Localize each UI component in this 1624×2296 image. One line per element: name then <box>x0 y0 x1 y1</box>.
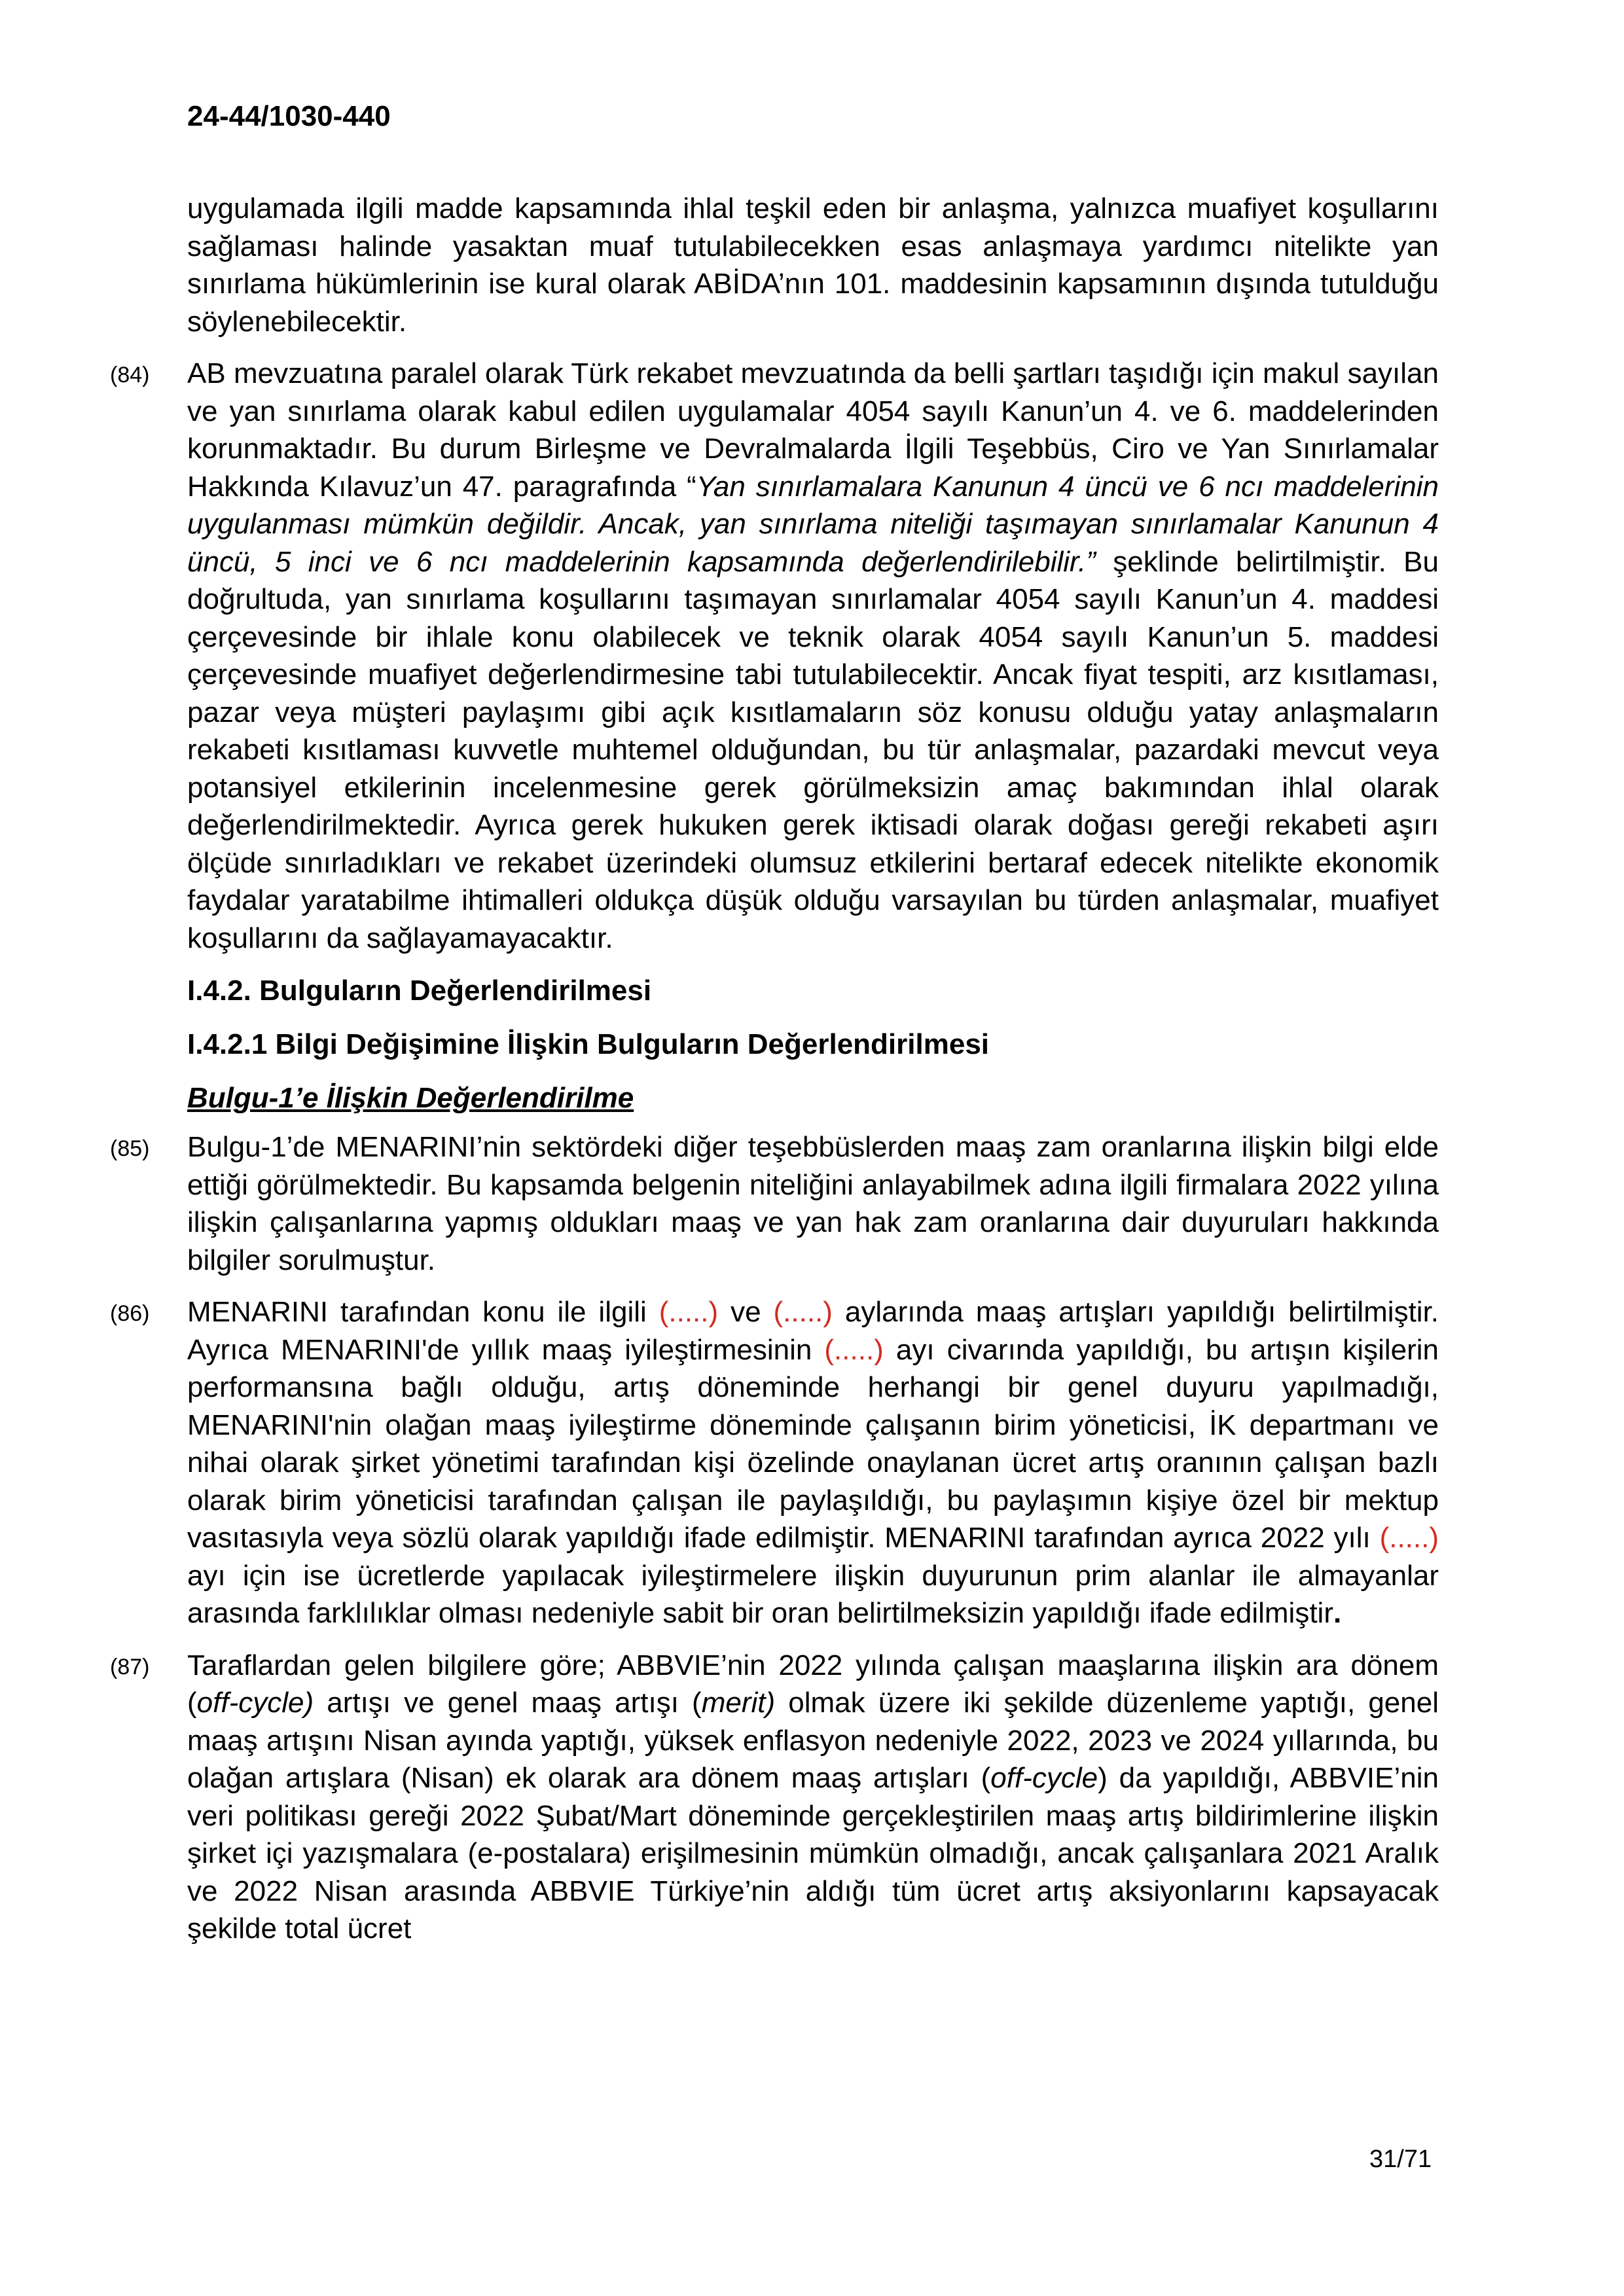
paragraph-continued <box>187 190 1439 340</box>
paragraph-84 <box>110 355 1439 957</box>
paragraph-85 <box>110 1128 1439 1279</box>
paragraph-text: Taraflardan gelen bilgilere göre; ABBVIE’nin 2022 yılında çalışan maaşlarına ilişkin ara dönem ( <box>187 1649 1439 1719</box>
italic-term: off-cycle) <box>196 1687 314 1719</box>
paragraph-text: olmak üzere iki şekilde düzenleme yaptığı, genel maaş artışını Nisan ayında yaptığı, yüksek enflasyon nedeniyle 2022, 2023 ve 2024 yıllarında, bu olağan artışlara (Nisan) ek olarak ara dönem maaş artışları ( <box>187 1687 1439 1794</box>
paragraph-87 <box>110 1647 1439 1948</box>
paragraph-text: MENARINI tarafından konu ile ilgili <box>187 1296 659 1328</box>
italic-term: merit) <box>701 1687 776 1719</box>
finding-heading: Bulgu-1’e İlişkin Değerlendirilme <box>187 1082 634 1114</box>
paragraph-text: aylarında maaş artışları yapıldığı belirtilmiştir. Ayrıca MENARINI'de yıllık maaş iyileştirmesinin <box>187 1296 1439 1366</box>
section-heading: I.4.2. Bulguların Değerlendirilmesi <box>187 975 652 1007</box>
subsection-heading: I.4.2.1 Bilgi Değişimine İlişkin Bulguların Değerlendirilmesi <box>187 1028 990 1060</box>
document-number: 24-44/1030-440 <box>187 100 391 132</box>
paragraph-text: ) da yapıldığı, ABBVIE’nin veri politikası gereği 2022 Şubat/Mart döneminde gerçekleştirilen maaş artış bildirimlerine ilişkin şirket içi yazışmalara (e-postalara) erişilmesinin mümkün olmadığı, ancak çalışanlara 2021 Aralık ve 2022 Nisan arasında ABBVIE Türkiye’nin aldığı tüm ücret artış aksiyonlarını kapsayacak şekilde total ücret <box>187 1762 1439 1945</box>
redacted-text: (.....) <box>824 1333 884 1366</box>
paragraph-number: (86) <box>110 1301 150 1326</box>
paragraph-text: ayı civarında yapıldığı, bu artışın kişilerin performansına bağlı olduğu, artış döneminde herhangi bir genel duyuru yapılmadığı, MENARINI'nin olağan maaş iyileştirme döneminde çalışanın birim yöneticisi, İK departmanı ve nihai olarak şirket yönetimi tarafından kişi özelinde onaylanan ücret artış oranının çalışan bazlı olarak birim yöneticisi tarafından çalışan ile paylaşıldığı, bu paylaşımın kişiye özel bir mektup vasıtasıyla veya sözlü olarak yapıldığı ifade edilmiştir. MENARINI tarafından ayrıca 2022 yılı <box>187 1333 1439 1554</box>
paragraph-text: uygulamada ilgili madde kapsamında ihlal teşkil eden bir anlaşma, yalnızca muafiyet koşullarını sağlaması halinde yasaktan muaf tutulabilecekken esas anlaşmaya yardımcı nitelikte yan sınırlama hükümlerinin ise kural olarak ABİDA’nın 101. maddesinin kapsamının dışında tutulduğu söylenebilecektir. <box>187 192 1439 338</box>
redacted-text: (.....) <box>773 1296 833 1328</box>
paragraph-number: (85) <box>110 1136 150 1161</box>
paragraph-text: Bulgu-1’de MENARINI’nin sektördeki diğer teşebbüslerden maaş zam oranlarına ilişkin bilgi elde ettiği görülmektedir. Bu kapsamda belgenin niteliğini anlayabilmek adına ilgili firmalara 2022 yılına ilişkin çalışanlarına yapmış oldukları maaş ve yan hak zam oranlarına dair duyuruları hakkında bilgiler sorulmuştur. <box>187 1131 1439 1276</box>
paragraph-text: artışı ve genel maaş artışı ( <box>314 1687 702 1719</box>
paragraph-number: (84) <box>110 363 150 387</box>
paragraph-text: AB mevzuatına paralel olarak Türk rekabet mevzuatında da belli şartları taşıdığı için makul sayılan ve yan sınırlama olarak kabul edilen uygulamalar 4054 sayılı Kanun’un 4. ve 6. maddelerinden korunmaktadır. Bu durum Birleşme ve Devralmalarda İlgili Teşebbüs, Ciro ve Yan Sınırlamalar Hakkında Kılavuz’un 47. paragrafında “ <box>187 357 1439 503</box>
paragraph-number: (87) <box>110 1654 150 1679</box>
paragraph-text: ayı için ise ücretlerde yapılacak iyileştirmelere ilişkin duyurunun prim alanlar ile almayanlar arasında farklılıklar olması nedeniyle sabit bir oran belirtilmeksizin yapıldığı ifade edilmiştir <box>187 1559 1439 1629</box>
document-body <box>110 190 1439 1962</box>
paragraph-text: şeklinde belirtilmiştir. Bu doğrultuda, yan sınırlama koşullarını taşımayan sınırlamalar 4054 sayılı Kanun’un 4. maddesi çerçevesinde bir ihlale konu olabilecek ve teknik olarak 4054 sayılı Kanun’un 5. maddesi çerçevesinde muafiyet değerlendirmesine tabi tutulabilecektir. Ancak fiyat tespiti, arz kısıtlaması, pazar veya müşteri paylaşımı gibi açık kısıtlamaların söz konusu olduğu yatay anlaşmaların rekabeti kısıtlaması kuvvetle muhtemel olduğundan, bu tür anlaşmalar, pazardaki mevcut veya potansiyel etkilerinin incelenmesine gerek görülmeksizin amaç bakımından ihlal olarak değerlendirilmektedir. Ayrıca gerek hukuken gerek iktisadi olarak doğası gereği rekabeti aşırı ölçüde sınırladıkları ve rekabet üzerindeki olumsuz etkilerini bertaraf edecek nitelikte ekonomik faydalar yaratabilme ihtimalleri oldukça düşük olduğu varsayılan bu türden anlaşmalar, muafiyet koşullarını da sağlayamayacaktır. <box>187 545 1439 954</box>
paragraph-text: ve <box>718 1296 774 1328</box>
paragraph-text: . <box>1333 1597 1342 1629</box>
page-number: 31/71 <box>1369 2145 1432 2173</box>
redacted-text: (.....) <box>1379 1522 1439 1554</box>
redacted-text: (.....) <box>659 1296 719 1328</box>
italic-term: off-cycle <box>990 1762 1098 1794</box>
guideline-quote: Yan sınırlamalara Kanunun 4 üncü ve 6 ncı maddelerinin uygulanması mümkün değildir. Ancak, yan sınırlama niteliği taşımayan sınırlamalar Kanunun 4 üncü, 5 inci ve 6 ncı maddelerinin kapsamında değerlendirilebilir.” <box>187 470 1439 578</box>
paragraph-86 <box>110 1293 1439 1632</box>
